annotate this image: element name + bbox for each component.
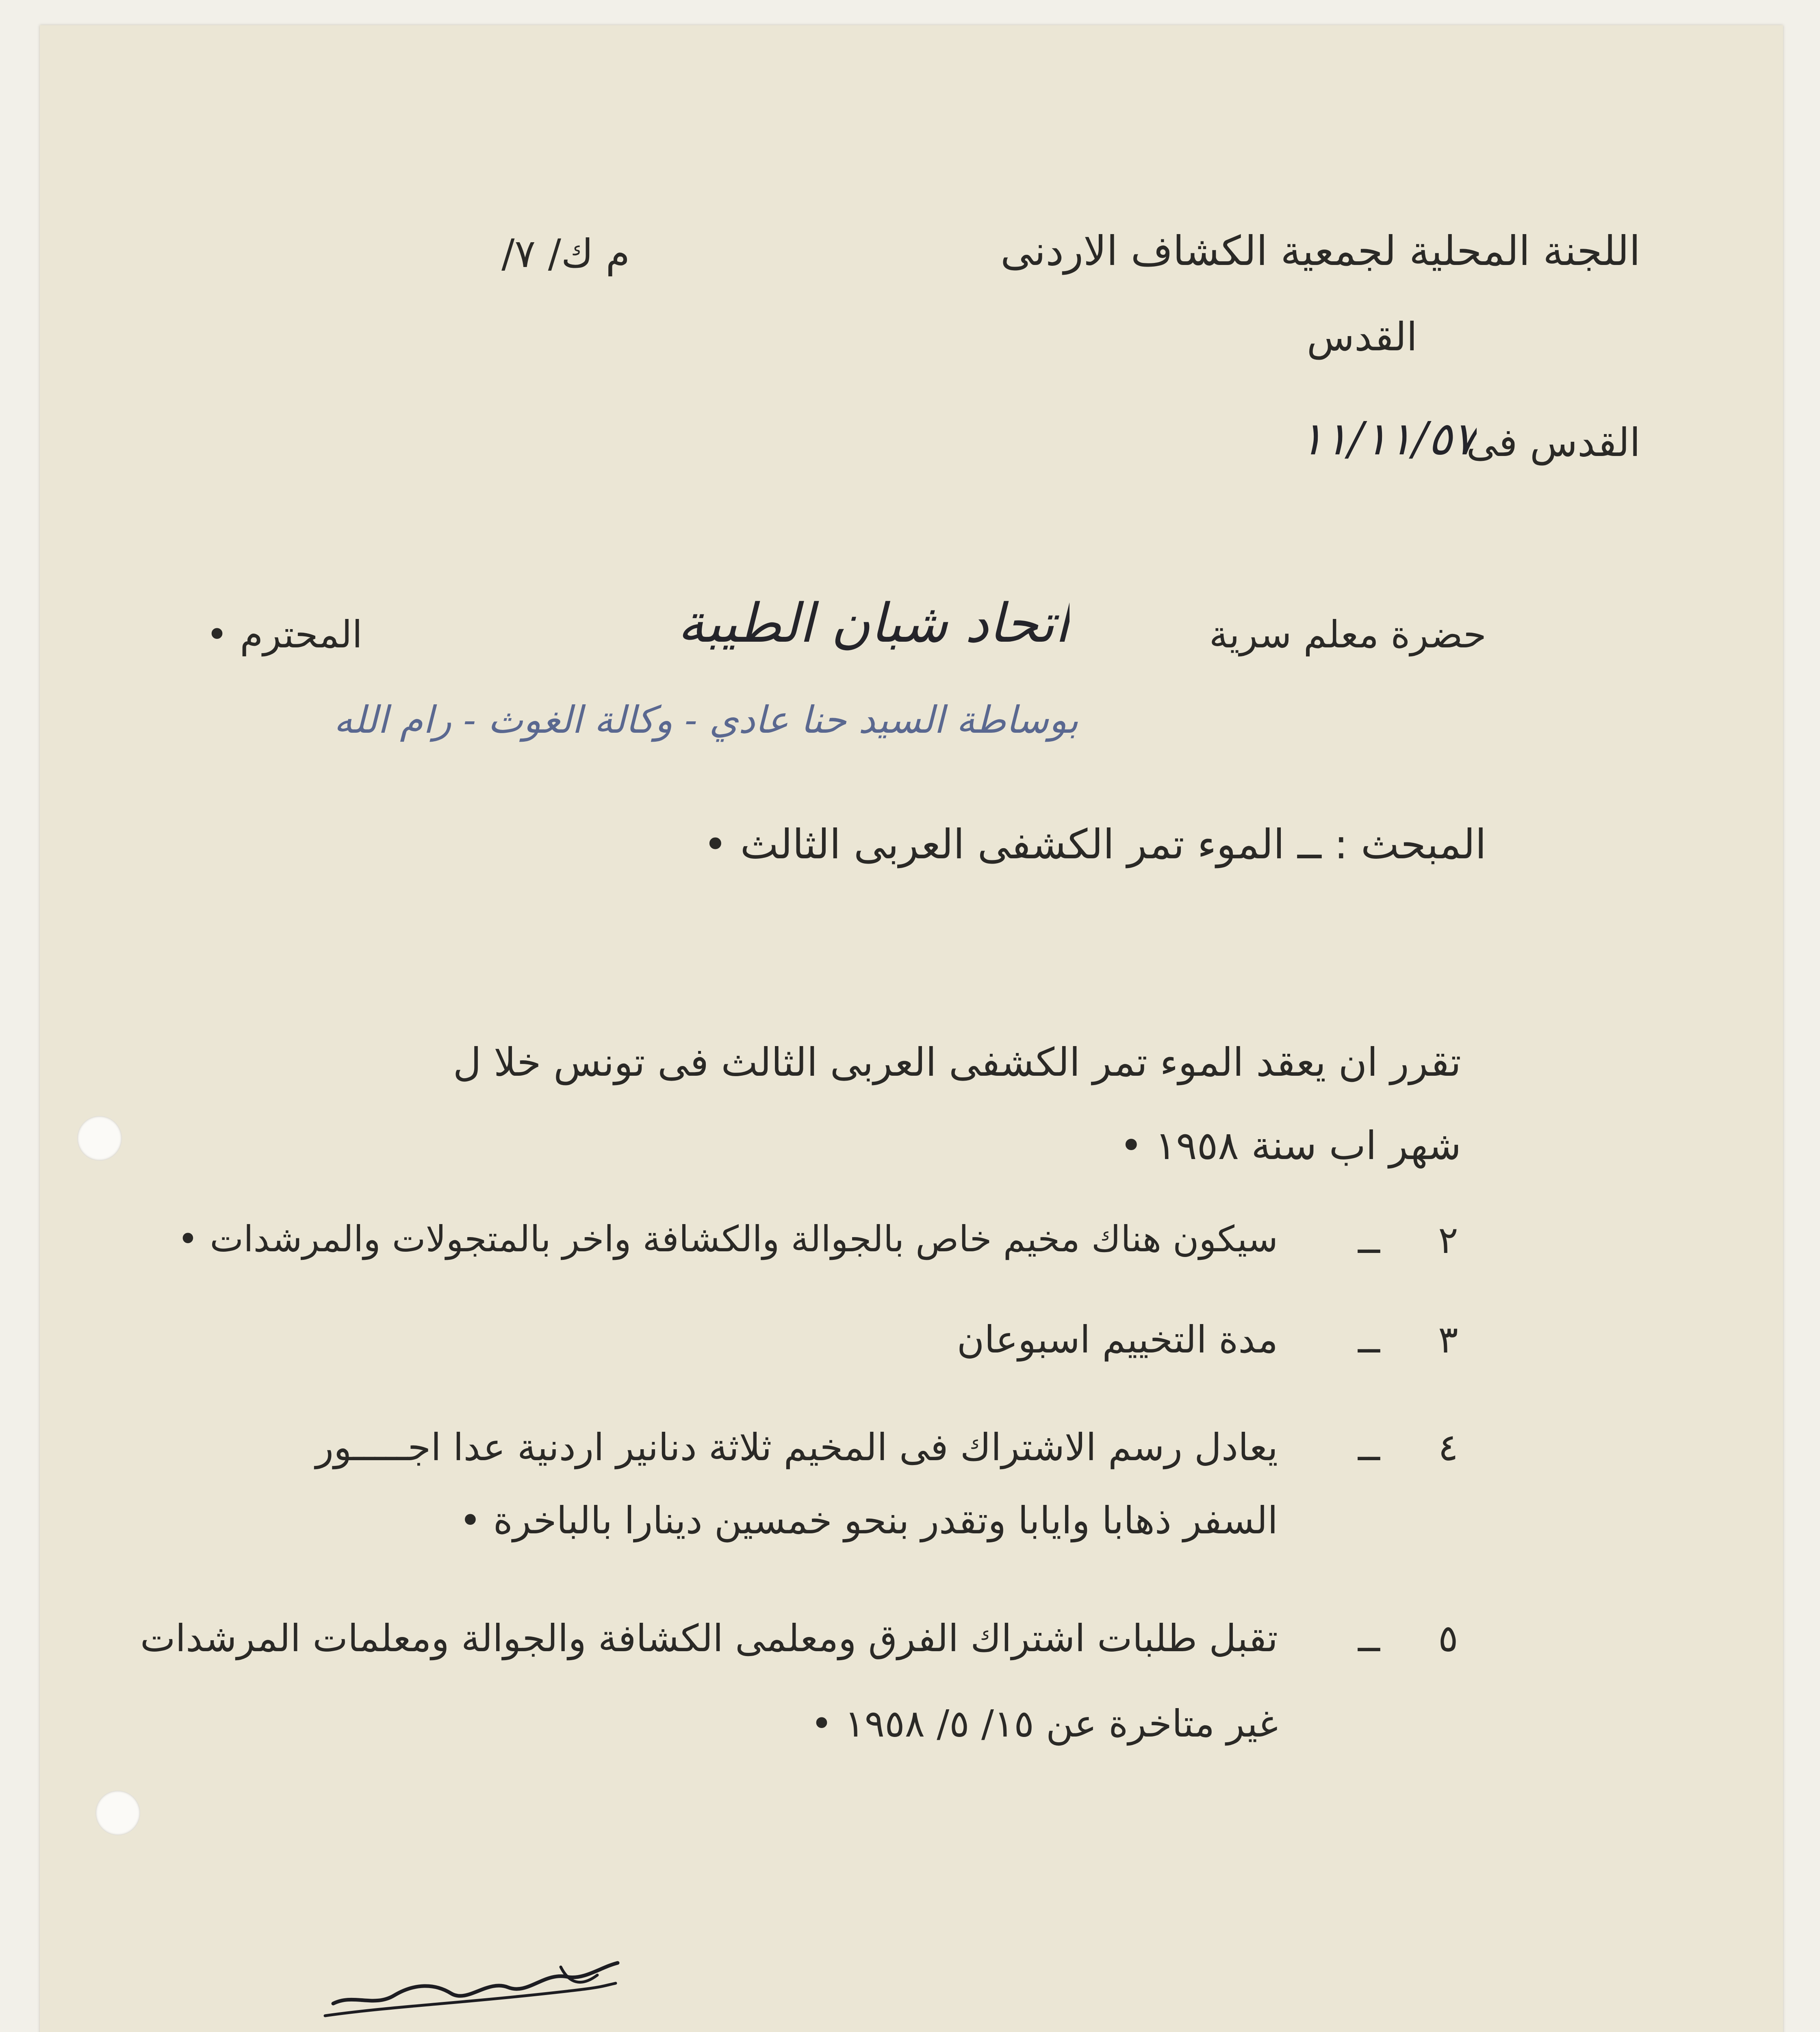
- honorific: المحترم •: [206, 613, 362, 656]
- city-label: القدس: [1306, 314, 1417, 360]
- punch-hole: [77, 1116, 122, 1161]
- item-text-line: سيكون هناك مخيم خاص بالجوالة والكشافة واخر بالمتجولات والمرشدات •: [177, 1218, 1278, 1260]
- item-text-line: السفر ذهابا وايابا وتقدر بنحو خمسين دينارا بالباخرة •: [459, 1499, 1278, 1542]
- subject-line: المبحث : ــ الموء تمر الكشفى العربى الثالث •: [703, 821, 1486, 868]
- date-label: القدس فى: [1466, 420, 1640, 465]
- reference-number: م ك/ ٧/: [501, 231, 630, 276]
- item-dash: ــ: [1358, 1218, 1380, 1262]
- item-number: ٥: [1438, 1617, 1458, 1660]
- item-dash: ــ: [1358, 1318, 1380, 1361]
- punch-hole: [95, 1791, 140, 1835]
- intro-line-2: شهر اب سنة ١٩٥٨ •: [1119, 1123, 1461, 1168]
- handwritten-date: ١١/١١/٥٧: [1299, 412, 1477, 465]
- item-number: ٣: [1438, 1318, 1458, 1361]
- intro-line-1: تقرر ان يعقد الموء تمر الكشفى العربى الثالث فى تونس خلا ل: [453, 1040, 1461, 1085]
- item-text-line: غير متاخرة عن ١٥/ ٥/ ١٩٥٨ •: [810, 1702, 1278, 1745]
- item-dash: ــ: [1358, 1617, 1380, 1660]
- item-dash: ــ: [1358, 1426, 1380, 1469]
- signature: [317, 1955, 626, 2032]
- via-note-handwritten: بوساطة السيد حنا عادي - وكالة الغوث - رام الله: [334, 698, 1078, 742]
- item-text-line: يعادل رسم الاشتراك فى المخيم ثلاثة دنانير اردنية عدا اجـــــور: [315, 1426, 1278, 1469]
- addressee-name-handwritten: اتحاد شبان الطيبة: [677, 592, 1069, 655]
- committee-heading: اللجنة المحلية لجمعية الكشاف الاردنى: [1000, 227, 1640, 275]
- salutation: حضرة معلم سرية: [1209, 613, 1486, 656]
- item-number: ٤: [1438, 1426, 1458, 1469]
- item-text-line: مدة التخييم اسبوعان: [957, 1318, 1278, 1361]
- item-text-line: تقبل طلبات اشتراك الفرق ومعلمى الكشافة والجوالة ومعلمات المرشدات: [140, 1617, 1278, 1660]
- item-number: ٢: [1438, 1218, 1458, 1262]
